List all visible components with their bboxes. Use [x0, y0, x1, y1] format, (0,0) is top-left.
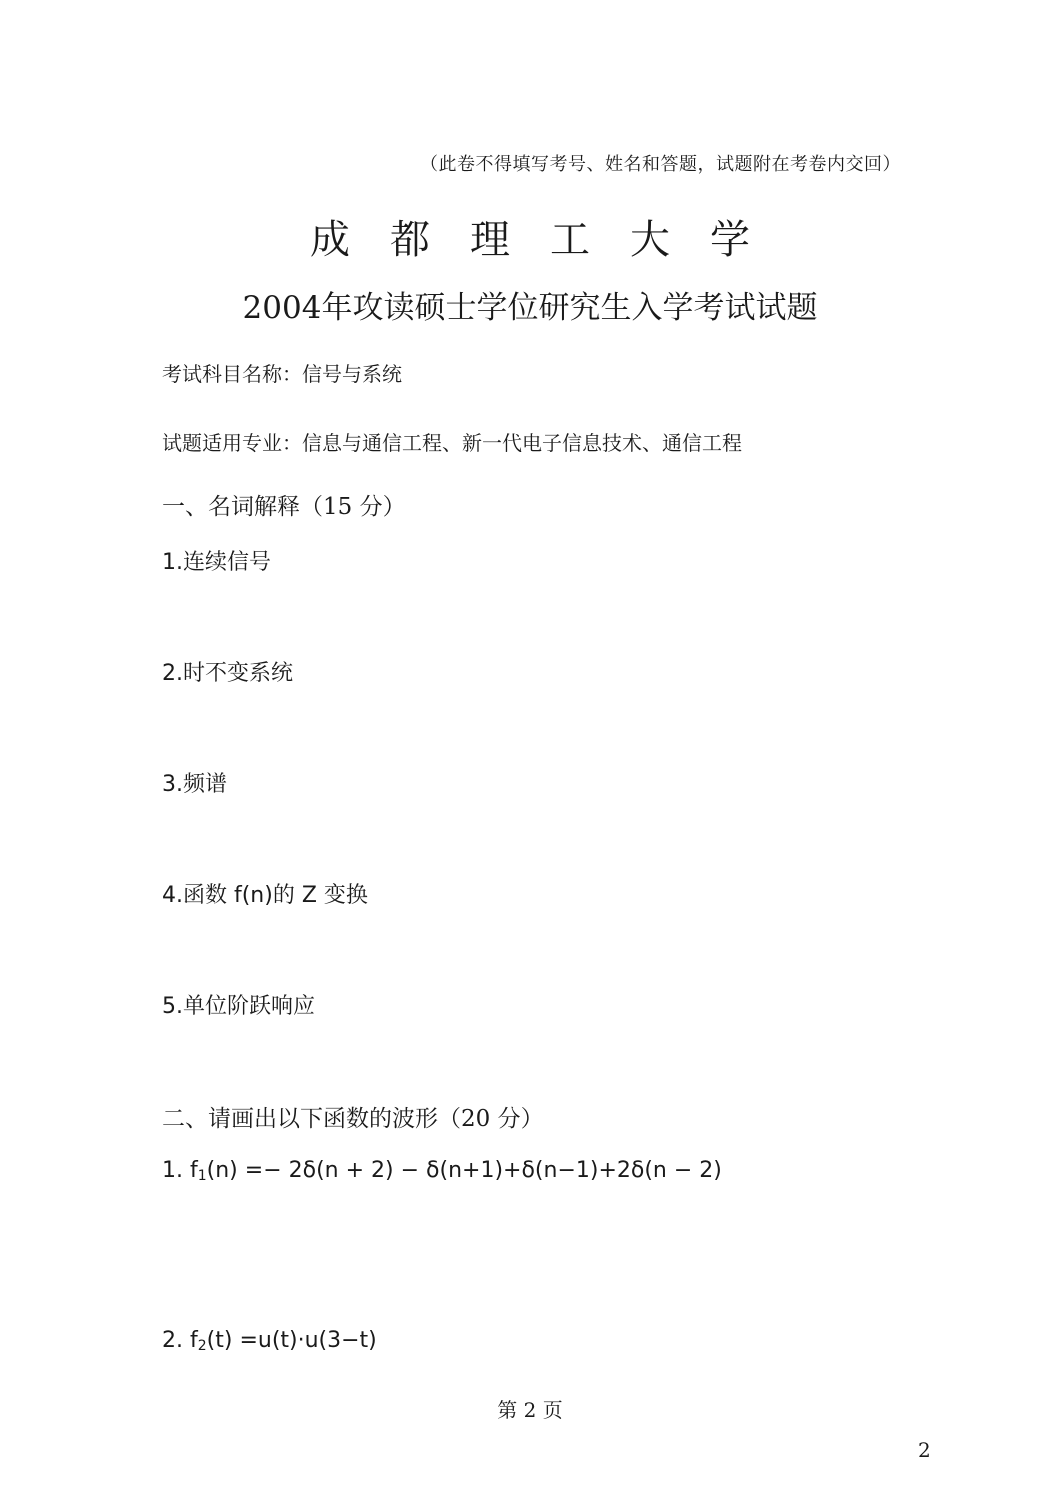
- function-1: [162, 1158, 722, 1184]
- function-2-subscript: 2: [197, 1338, 207, 1354]
- function-1-prefix: 1. f: [162, 1158, 198, 1183]
- section-1-title: 一、名词解释（15 分）: [162, 494, 406, 520]
- function-1-subscript: 1: [197, 1168, 207, 1184]
- function-2-prefix: 2. f: [162, 1328, 198, 1353]
- page-number: 2: [918, 1438, 931, 1462]
- exam-subject: 考试科目名称：信号与系统: [162, 362, 402, 386]
- section-2-title: 二、请画出以下函数的波形（20 分）: [162, 1106, 544, 1132]
- function-2: [162, 1328, 377, 1354]
- page-label: 第 2 页: [497, 1398, 563, 1422]
- term-item: 5.单位阶跃响应: [162, 994, 315, 1019]
- exam-title: 2004年攻读硕士学位研究生入学考试试题: [242, 290, 818, 326]
- function-2-body: (t) =u(t)·u(3−t): [206, 1328, 377, 1353]
- term-item: 3.频谱: [162, 772, 227, 797]
- university-name: 成都理工大学: [310, 217, 790, 263]
- term-item: 2.时不变系统: [162, 661, 293, 686]
- term-item: 4.函数 f(n)的 Z 变换: [162, 883, 368, 908]
- exam-notice: （此卷不得填写考号、姓名和答题，试题附在考卷内交回）: [420, 154, 901, 175]
- term-item: 1.连续信号: [162, 550, 271, 575]
- function-1-body: (n) =− 2δ(n + 2) − δ(n+1)+δ(n−1)+2δ(n − 2): [206, 1158, 722, 1183]
- applicable-majors: 试题适用专业：信息与通信工程、新一代电子信息技术、通信工程: [162, 431, 742, 455]
